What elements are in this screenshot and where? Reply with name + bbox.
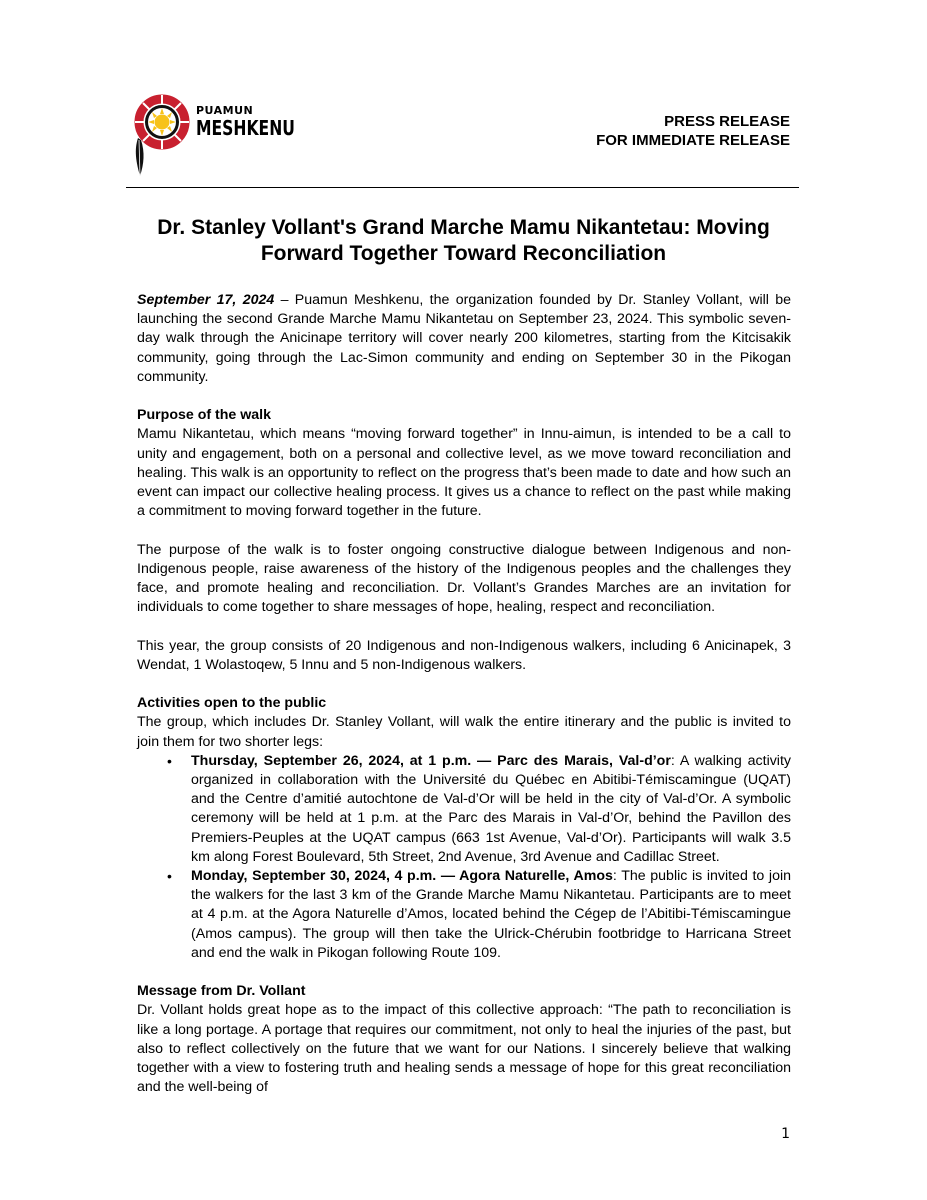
logo-wordmark <box>196 104 323 139</box>
medicine-wheel-feather-icon <box>132 94 190 178</box>
press-release-label <box>596 112 790 150</box>
purpose-heading: Purpose of the walk <box>137 407 272 424</box>
message-paragraph: Dr. Vollant holds great hope as to the impact of this collective approach: “The path to reconciliation is like a long portage. A portage that requires our commitment, not only to heal the injuries of the past, but also to reflect collectively on the future that we want for our Nations. I sincerely believe that walking together with a view to fostering truth and healing sends a message of hope for this great reconciliation and the well-being of <box>137 1002 791 1096</box>
header-divider <box>126 187 799 188</box>
page-number: 1 <box>781 1126 790 1142</box>
message-heading: Message from Dr. Vollant <box>137 983 306 1000</box>
activities-heading: Activities open to the public <box>137 695 327 712</box>
bullet-icon: • <box>167 752 172 769</box>
intro-paragraph <box>137 291 791 387</box>
activities-intro: The group, which includes Dr. Stanley Vollant, will walk the entire itinerary and the public is invited to join them for two shorter legs: <box>137 714 791 750</box>
bullet-icon: • <box>167 868 172 885</box>
purpose-paragraph-2: The purpose of the walk is to foster ongoing constructive dialogue between Indigenous and non-Indigenous people, raise awareness of the history of the Indigenous peoples and the challenges they face, and promote healing and reconciliation. Dr. Vollant’s Grandes Marches are an invitation for individuals to come together to share messages of hope, healing, respect and reconciliation. <box>137 541 791 616</box>
list-item <box>137 867 791 963</box>
puamun-meshkenu-logo <box>132 94 302 178</box>
logo-line-puamun: PUAMUN <box>196 104 254 117</box>
immediate-release-label: FOR IMMEDIATE RELEASE <box>596 132 790 149</box>
purpose-paragraph-1: Mamu Nikantetau, which means “moving forward together” in Innu-aimun, is intended to be a call to unity and engagement, both on a personal and collective level, as we move toward reconciliation and healing. This walk is an opportunity to reflect on the progress that’s been made to date and how such an event can impact our collective healing process. It gives us a chance to reflect on the past while making a commitment to moving forward together in the future. <box>137 426 791 520</box>
press-release-title: PRESS RELEASE <box>664 113 790 130</box>
logo-line-meshkenu: MESHKENU <box>196 116 295 140</box>
document-body <box>137 291 791 1097</box>
activity-title: Thursday, September 26, 2024, at 1 p.m. — Parc des Marais, Val-d’or <box>191 752 671 769</box>
activity-description: : A walking activity organized in collaboration with the Université du Québec en Abitibi-Témiscamingue (UQAT) and the Centre d’amitié autochtone de Val-d’Or will be held in the city of Val-d’Or. A symbolic ceremony will be held at 1 p.m. at the Parc des Marais in Val-d’Or, behind the Pavillon des Premiers-Peuples at the UQAT campus (663 1st Avenue, Val-d’Or). Participants will walk 3.5 km along Forest Boulevard, 5th Street, 2nd Avenue, 3rd Avenue and Cadillac Street. <box>191 752 791 865</box>
intro-text: – Puamun Meshkenu, the organization founded by Dr. Stanley Vollant, will be launching the second Grande Marche Mamu Nikantetau on September 23, 2024. This symbolic seven-day walk through the Anicinape territory will cover nearly 200 kilometres, starting from the Kitcisakik community, going through the Lac-Simon community and ending on September 30 in the Pikogan community. <box>137 292 791 385</box>
dateline: September 17, 2024 <box>137 292 275 308</box>
list-item <box>137 752 791 867</box>
document-title: Dr. Stanley Vollant's Grand Marche Mamu Nikantetau: Moving Forward Together Toward Reconciliation <box>157 216 770 265</box>
activity-title: Monday, September 30, 2024, 4 p.m. — Agora Naturelle, Amos <box>191 868 613 885</box>
purpose-paragraph-3: This year, the group consists of 20 Indigenous and non-Indigenous walkers, including 6 Anicinapek, 3 Wendat, 1 Wolastoqew, 5 Innu and 5 non-Indigenous walkers. <box>137 637 791 673</box>
activity-description: : The public is invited to join the walkers for the last 3 km of the Grande Marche Mamu Nikantetau. Participants are to meet at 4 p.m. at the Agora Naturelle d’Amos, located behind the Cégep de l’Abitibi-Témiscamingue (Amos campus). The group will then take the Ulrick-Chérubin footbridge to Harricana Street and end the walk in Pikogan following Route 109. <box>191 868 791 961</box>
activities-list <box>137 752 791 963</box>
